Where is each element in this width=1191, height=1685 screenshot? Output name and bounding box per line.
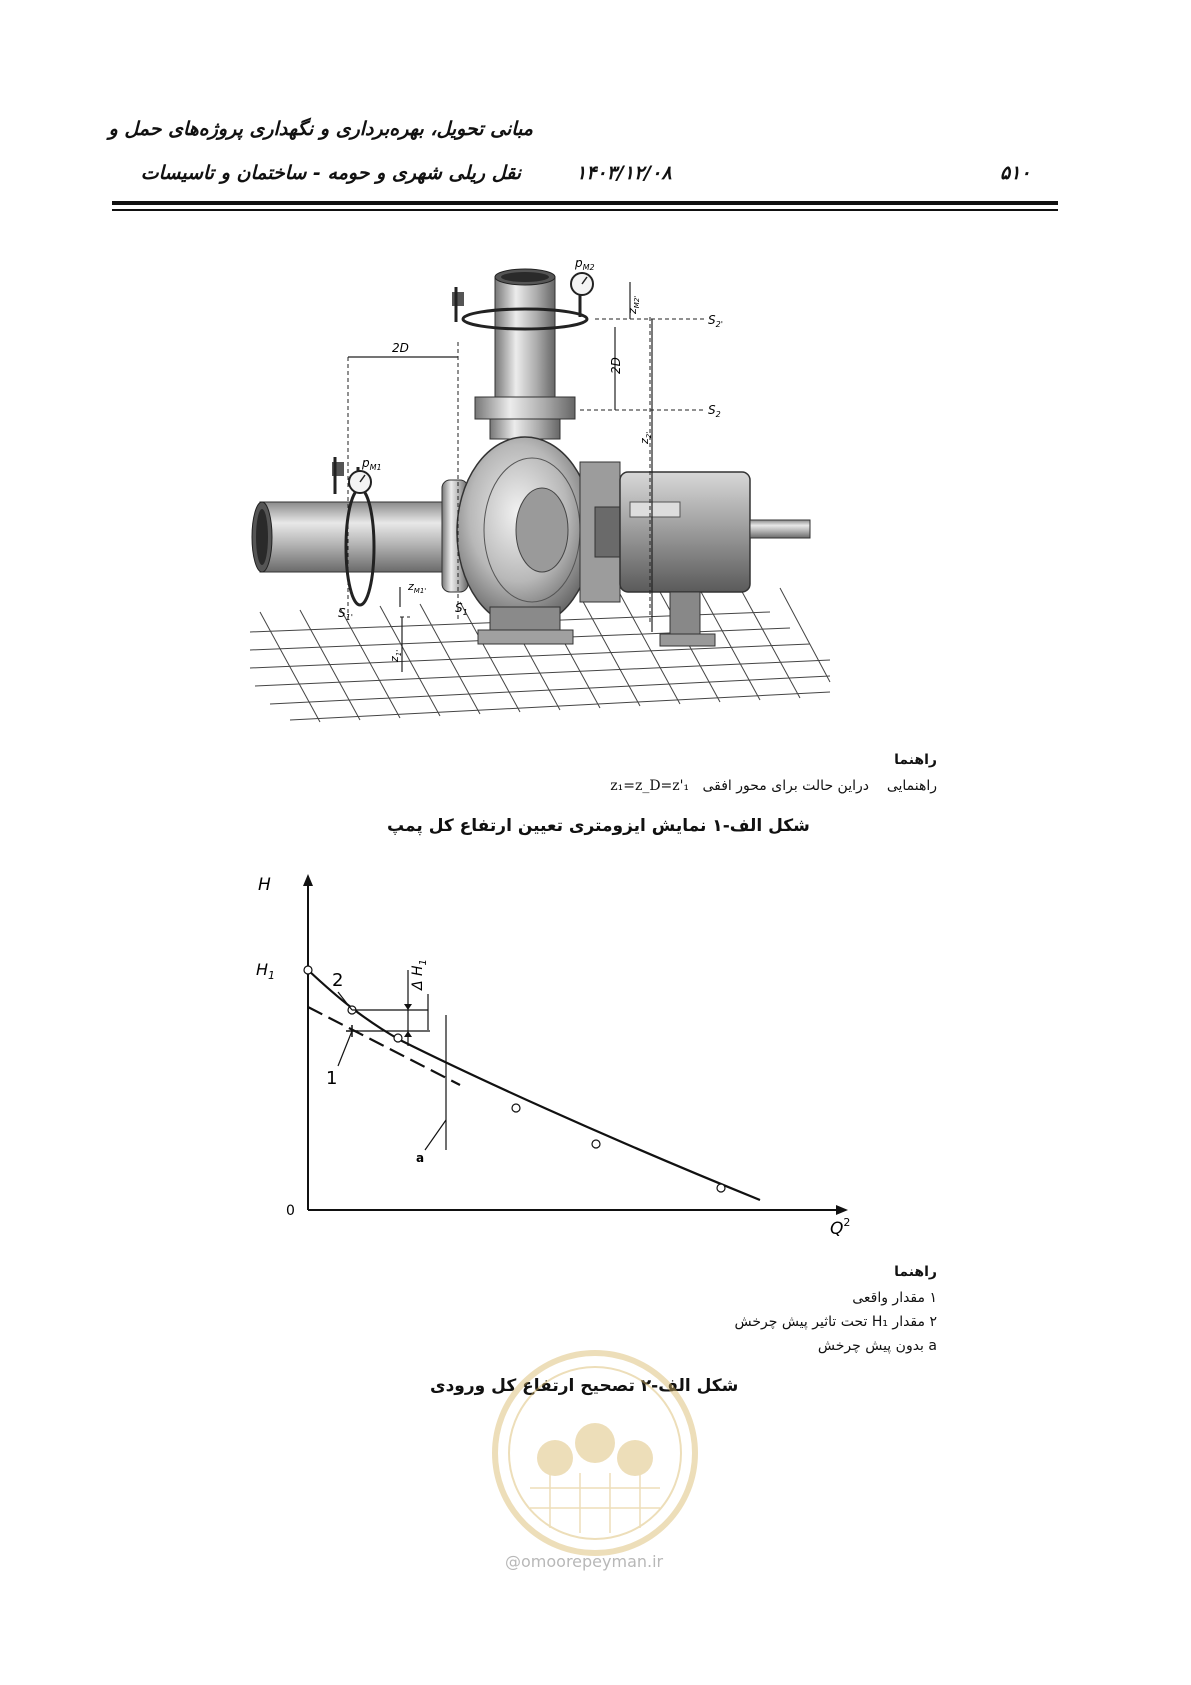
y-axis-arrow-icon (303, 874, 313, 886)
label-pm2: $p_{M2}$ (575, 256, 595, 272)
leader-a (425, 1120, 446, 1150)
h1-label: $H_1$ (256, 960, 276, 982)
header-date: ۱۴۰۳/۱۲/۰۸ (576, 162, 672, 184)
figure2-legend-item-2: ۲ مقدار H₁ تحت تاثیر پیش چرخش (734, 1314, 937, 1330)
watermark-seal-icon (490, 1348, 700, 1558)
header-rule-thick (112, 201, 1058, 205)
label-s1: $S_1$ (455, 601, 468, 617)
x-axis-arrow-icon (836, 1205, 848, 1215)
y-axis-label: H (258, 875, 271, 895)
label-z1: $z_{1'}$ (388, 649, 403, 662)
watermark-text: @omoorepeyman.ir (505, 1552, 664, 1571)
head-flow-chart (256, 870, 870, 1240)
page-number: ۵۱۰ (1000, 162, 1031, 184)
figure1-caption: شکل الف-۱ نمایش ایزومتری تعیین ارتفاع کل پمپ (387, 816, 810, 836)
point-3 (394, 1034, 402, 1042)
leader-2 (338, 992, 352, 1010)
curve2-label: 2 (332, 970, 344, 991)
pump-volute (457, 437, 630, 644)
label-s2: $S_2$ (708, 403, 721, 419)
figure2-legend-item-a: a بدون پیش چرخش (817, 1338, 937, 1354)
header-title-line1: مبانی تحویل، بهره‌برداری و نگهداری پروژه‌های حمل و (108, 118, 533, 140)
label-zm1: $z_{M1'}$ (408, 580, 427, 595)
pump-isometric-figure (250, 256, 870, 742)
inlet-pipe (252, 480, 468, 592)
curve-with-prerotation (308, 970, 760, 1200)
label-z2: $z_{2'}$ (638, 431, 653, 444)
header-rule-thin (112, 209, 1058, 211)
figure2-legend-title: راهنما (894, 1264, 937, 1280)
a-label: a (416, 1151, 425, 1165)
label-pm1: $p_{M1}$ (362, 456, 382, 472)
point-h1 (304, 966, 312, 974)
header-title-line2: نقل ریلی شهری و حومه - ساختمان و تاسیسات (140, 162, 521, 184)
figure1-legend-text: دراین حالت برای محور افقی (702, 778, 869, 794)
label-s2-prime: $S_{2'}$ (708, 313, 723, 329)
point-6 (717, 1184, 725, 1192)
figure1-legend-prefix: راهنمایی (886, 778, 937, 794)
discharge-pipe (475, 269, 575, 439)
x-axis-label: $Q^2$ (830, 1216, 851, 1239)
point-4 (512, 1104, 520, 1112)
leader-1 (338, 1031, 352, 1066)
figure2-caption: شکل الف-۲ تصحیح ارتفاع کل ورودی (430, 1376, 739, 1396)
curve1-label: 1 (326, 1068, 338, 1089)
figure1-legend-line (610, 778, 937, 794)
label-2d-horizontal: 2D (392, 341, 409, 355)
label-2d-vertical: 2D (609, 357, 623, 374)
figure1-legend-formula: z₁=z_D=z'₁ (610, 778, 690, 794)
origin-label: 0 (286, 1203, 295, 1219)
figure1-legend-title: راهنما (894, 752, 937, 768)
bearing-housing (620, 472, 810, 646)
figure2-legend-item-1: ۱ مقدار واقعی (852, 1290, 937, 1306)
label-zm2: $z_{M2'}$ (626, 295, 641, 314)
point-5 (592, 1140, 600, 1148)
label-s1-prime: $S_{1'}$ (338, 606, 353, 622)
delta-h1-label: Δ $H_1$ (410, 959, 429, 990)
